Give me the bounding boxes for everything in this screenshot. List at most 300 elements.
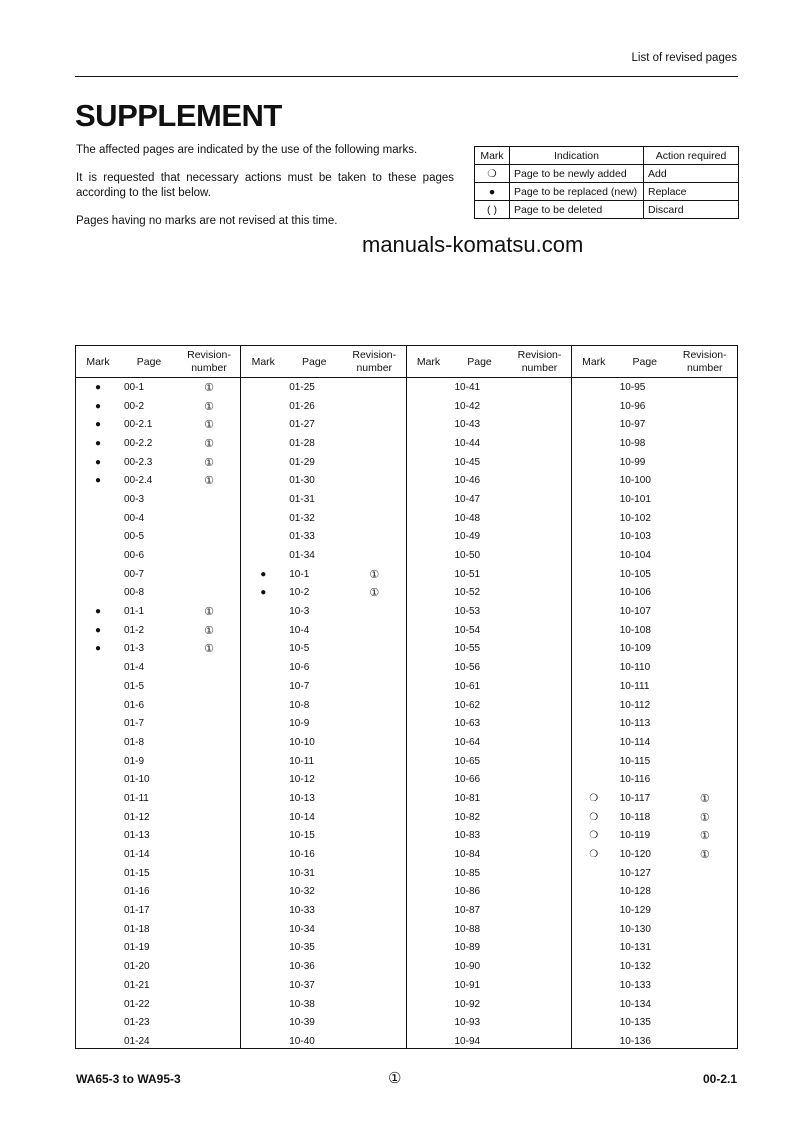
table-row [241,490,405,509]
page-cell: 01-15 [124,867,150,879]
mark-icon: ● [94,624,102,636]
table-row [407,471,571,490]
page-cell: 10-32 [289,886,315,898]
page-cell: 10-103 [619,531,651,543]
page-cell: 01-9 [124,755,145,767]
filled-circle-icon: ● [475,183,510,201]
table-row [407,1032,571,1051]
table-row [241,939,405,958]
mark-icon: ● [94,456,102,468]
page-cell: 10-50 [454,550,481,562]
page-cell: 01-1 [124,606,145,618]
page-cell: 10-9 [289,718,310,730]
legend-table [474,146,739,219]
page-cell: 10-45 [454,456,481,468]
mark-icon: ● [94,643,102,655]
parentheses-icon: ( ) [475,201,510,219]
table-row [407,378,571,397]
page-cell: 10-91 [454,979,481,991]
page-cell: 10-93 [454,1017,481,1029]
page-cell: 10-136 [619,1035,651,1047]
legend-header-indication: Indication [510,147,644,165]
header-revision [343,349,405,375]
legend-action: Add [644,165,739,183]
header-revision-line2: number [191,361,227,374]
legend-action: Discard [644,201,739,219]
page-cell: 10-54 [454,624,481,636]
legend-indication: Page to be replaced (new) [510,183,644,201]
page-cell: 10-10 [289,736,315,748]
table-row [407,957,571,976]
table-row [241,677,405,696]
header-revision [509,349,571,375]
revision-cell: ① [369,587,380,600]
table-row [241,995,405,1014]
table-row [241,789,405,808]
revision-cell: ① [204,437,214,450]
table-row [241,546,405,565]
revision-cell: ① [204,456,214,469]
page-cell: 10-100 [619,475,651,487]
table-row [76,827,240,846]
table-row [572,658,737,677]
mark-icon: ● [94,606,102,618]
table-row [572,995,737,1014]
table-row [572,509,737,528]
mark-icon: ❍ [589,811,599,823]
revision-cell: ① [204,475,214,488]
table-row [572,696,737,715]
legend-indication: Page to be newly added [510,165,644,183]
table-row [76,677,240,696]
table-row [76,770,240,789]
page-cell: 01-7 [124,718,145,730]
page-cell: 01-22 [124,998,150,1010]
mark-icon: ● [94,437,102,449]
table-row [76,864,240,883]
page-cell: 10-95 [619,381,646,393]
table-row [572,770,737,789]
table-row [572,602,737,621]
mark-icon: ❍ [589,830,599,842]
table-row [76,546,240,565]
page-cell: 00-3 [124,493,145,505]
table-row [572,471,737,490]
page-cell: 10-132 [619,961,651,973]
table-column [407,346,572,1048]
page-cell: 10-107 [619,606,651,618]
table-row [76,957,240,976]
table-row [572,453,737,472]
page-title: SUPPLEMENT [75,98,282,133]
page-cell: 10-4 [289,624,310,636]
table-row [76,939,240,958]
page-cell: 10-101 [619,493,651,505]
page-cell: 10-130 [619,923,651,935]
table-row [572,677,737,696]
section-title: List of revised pages [631,52,737,64]
footer-revision: ① [388,1070,402,1087]
table-row [572,621,737,640]
page-cell: 01-6 [124,699,145,711]
table-row [572,565,737,584]
table-row [241,827,405,846]
page-cell: 01-29 [289,456,315,468]
table-row [572,528,737,547]
table-row [407,415,571,434]
page-cell: 10-61 [454,680,481,692]
intro-paragraph: It is requested that necessary actions must be taken to these pages according to the list below. [76,172,454,199]
header-page: Page [632,355,658,368]
table-row [76,471,240,490]
table-row [241,640,405,659]
page-cell: 00-8 [124,587,145,599]
page-cell: 01-34 [289,550,315,562]
header-revision-line2: number [356,361,393,374]
mark-icon: ❍ [589,792,599,804]
page-cell: 10-99 [619,456,646,468]
page-cell: 10-39 [289,1017,315,1029]
page-cell: 01-17 [124,905,150,917]
page-cell: 01-28 [289,437,315,449]
revision-cell: ① [204,400,214,413]
table-row [241,696,405,715]
table-row [407,565,571,584]
page-cell: 10-8 [289,699,310,711]
table-row [76,714,240,733]
page-cell: 10-6 [289,662,310,674]
table-row [76,490,240,509]
page-cell: 10-49 [454,531,481,543]
table-row [76,565,240,584]
table-row [241,528,405,547]
table-row [572,415,737,434]
page-cell: 10-106 [619,587,651,599]
footer-page-number: 00-2.1 [702,1072,737,1086]
table-row [407,490,571,509]
page-cell: 10-14 [289,811,315,823]
table-row [572,752,737,771]
page-cell: 10-133 [619,979,651,991]
table-row [76,378,240,397]
revision-cell: ① [699,830,710,843]
page-cell: 10-110 [619,662,651,674]
page-cell: 10-53 [454,606,481,618]
table-row [407,883,571,902]
page-cell: 10-109 [619,643,651,655]
table-row [407,845,571,864]
table-row [241,714,405,733]
table-row [407,546,571,565]
table-row [407,920,571,939]
table-row [76,415,240,434]
mark-icon: ● [260,568,267,580]
intro-paragraph: Pages having no marks are not revised at this time. [76,215,338,227]
page-cell: 10-81 [454,792,481,804]
column-header [572,346,737,378]
header-revision-line2: number [686,361,723,374]
column-header [241,346,405,378]
table-row [241,864,405,883]
table-row [572,1013,737,1032]
table-row [572,789,737,808]
mark-icon: ● [260,587,267,599]
page-cell: 10-33 [289,905,315,917]
page-cell: 10-44 [454,437,481,449]
table-row [407,733,571,752]
page-cell: 00-7 [124,568,145,580]
page-cell: 01-20 [124,961,150,973]
table-row [572,733,737,752]
table-row [76,621,240,640]
page-cell: 01-31 [289,493,315,505]
table-row [241,1013,405,1032]
page-cell: 10-40 [289,1035,315,1047]
page-cell: 10-111 [619,680,650,692]
mark-icon: ● [94,419,102,431]
table-row [76,808,240,827]
page-cell: 10-98 [619,437,646,449]
page-cell: 01-23 [124,1017,150,1029]
page-cell: 01-30 [289,475,315,487]
page-cell: 10-97 [619,419,646,431]
revision-cell: ① [699,792,710,805]
table-row [572,378,737,397]
table-row [76,901,240,920]
table-row [407,528,571,547]
table-row [241,397,405,416]
revision-cell: ① [204,606,214,619]
table-column [241,346,406,1048]
page-cell: 10-37 [289,979,315,991]
table-row [241,602,405,621]
revision-cell: ① [699,849,710,862]
page-cell: 10-119 [619,830,651,842]
revision-cell: ① [204,381,214,394]
revision-cell: ① [204,624,214,637]
page-cell: 10-82 [454,811,481,823]
table-row [241,434,405,453]
revision-cell: ① [204,419,214,432]
table-row [241,920,405,939]
page-cell: 10-115 [619,755,651,767]
table-row [572,957,737,976]
table-row [572,584,737,603]
page-cell: 10-104 [619,550,651,562]
table-row [572,490,737,509]
mark-icon: ❍ [589,849,599,861]
table-row [407,995,571,1014]
table-row [572,808,737,827]
page-cell: 10-105 [619,568,651,580]
page-cell: 00-2 [124,400,145,412]
table-row [241,1032,405,1051]
legend-row [475,183,739,201]
table-row [407,864,571,883]
table-row [76,976,240,995]
table-row [407,827,571,846]
table-row [76,696,240,715]
table-row [76,789,240,808]
legend-action: Replace [644,183,739,201]
page-cell: 10-56 [454,662,481,674]
table-row [241,509,405,528]
page-cell: 01-26 [289,400,315,412]
table-row [407,770,571,789]
page-cell: 01-12 [124,811,150,823]
table-row [76,658,240,677]
page-cell: 10-3 [289,606,310,618]
page-cell: 00-5 [124,531,145,543]
page-cell: 00-4 [124,512,145,524]
page-cell: 10-42 [454,400,481,412]
header-revision-line1: Revision- [187,348,231,361]
table-row [407,696,571,715]
page-cell: 10-62 [454,699,481,711]
page-cell: 10-94 [454,1035,481,1047]
page-cell: 10-117 [619,792,651,804]
page-cell: 01-18 [124,923,150,935]
table-row [76,920,240,939]
header-revision-line2: number [521,361,558,374]
page-cell: 10-90 [454,961,481,973]
table-row [241,901,405,920]
table-row [241,733,405,752]
page-cell: 10-48 [454,512,481,524]
legend-header-action: Action required [644,147,739,165]
page-cell: 01-3 [124,643,145,655]
table-row [241,471,405,490]
page-cell: 10-41 [454,381,481,393]
table-row [407,509,571,528]
table-row [241,565,405,584]
page-cell: 10-46 [454,475,481,487]
header-divider [75,76,738,77]
table-row [572,901,737,920]
header-mark: Mark [86,355,110,368]
table-row [241,415,405,434]
page-cell: 10-55 [454,643,481,655]
table-row [407,658,571,677]
page-cell: 01-19 [124,942,150,954]
page-cell: 10-135 [619,1017,651,1029]
table-row [407,714,571,733]
legend-header-mark: Mark [475,147,510,165]
table-row [572,939,737,958]
page-cell: 10-131 [619,942,651,954]
table-row [572,864,737,883]
intro-paragraph: The affected pages are indicated by the use of the following marks. [76,144,418,156]
mark-icon: ● [94,400,102,412]
table-row [76,1013,240,1032]
revision-cell: ① [699,811,710,824]
page-cell: 10-65 [454,755,481,767]
table-row [407,397,571,416]
table-row [407,602,571,621]
page-cell: 01-33 [289,531,315,543]
legend-row [475,201,739,219]
page-cell: 10-5 [289,643,310,655]
page-cell: 10-87 [454,905,481,917]
table-row [76,733,240,752]
table-row [76,602,240,621]
page-cell: 00-6 [124,550,145,562]
table-row [76,528,240,547]
table-row [76,397,240,416]
table-row [572,546,737,565]
table-row [407,939,571,958]
page-cell: 01-4 [124,662,145,674]
page-cell: 10-38 [289,998,315,1010]
table-row [407,901,571,920]
table-row [241,658,405,677]
page-cell: 10-85 [454,867,481,879]
table-row [76,509,240,528]
table-row [572,640,737,659]
revision-cell: ① [204,643,214,656]
page-cell: 00-2.1 [124,419,153,431]
table-row [76,453,240,472]
revision-cell: ① [369,568,380,581]
table-row [76,434,240,453]
table-row [241,957,405,976]
table-row [76,584,240,603]
header-page: Page [467,355,492,368]
table-row [241,845,405,864]
table-row [407,434,571,453]
page-cell: 00-2.4 [124,475,153,487]
table-row [76,995,240,1014]
page-cell: 01-14 [124,849,150,861]
page-cell: 10-113 [619,718,651,730]
page-cell: 01-32 [289,512,315,524]
page-cell: 10-128 [619,886,651,898]
page-cell: 10-120 [619,849,651,861]
table-column [572,346,737,1048]
page-cell: 10-89 [454,942,481,954]
table-row [407,621,571,640]
page-cell: 10-84 [454,849,481,861]
page-cell: 01-21 [124,979,150,991]
page-cell: 01-13 [124,830,150,842]
page-cell: 10-127 [619,867,651,879]
page-cell: 10-116 [619,774,651,786]
table-row [407,453,571,472]
page-cell: 10-34 [289,923,315,935]
page-cell: 01-2 [124,624,145,636]
intro-text [76,143,454,242]
legend-indication: Page to be deleted [510,201,644,219]
page-cell: 01-5 [124,680,145,692]
page-cell: 01-11 [124,792,149,804]
page-cell: 10-88 [454,923,481,935]
mark-icon: ● [94,475,102,487]
header-revision [674,349,736,375]
table-row [572,920,737,939]
page-cell: 10-64 [454,736,481,748]
page-cell: 10-51 [454,568,481,580]
header-page: Page [136,355,162,368]
page-cell: 10-112 [619,699,651,711]
page-cell: 10-83 [454,830,481,842]
table-row [572,883,737,902]
page-cell: 01-25 [289,381,315,393]
table-row [407,1013,571,1032]
page-cell: 01-10 [124,774,150,786]
table-row [407,976,571,995]
header-revision-line1: Revision- [682,348,727,361]
watermark: manuals-komatsu.com [362,232,584,257]
